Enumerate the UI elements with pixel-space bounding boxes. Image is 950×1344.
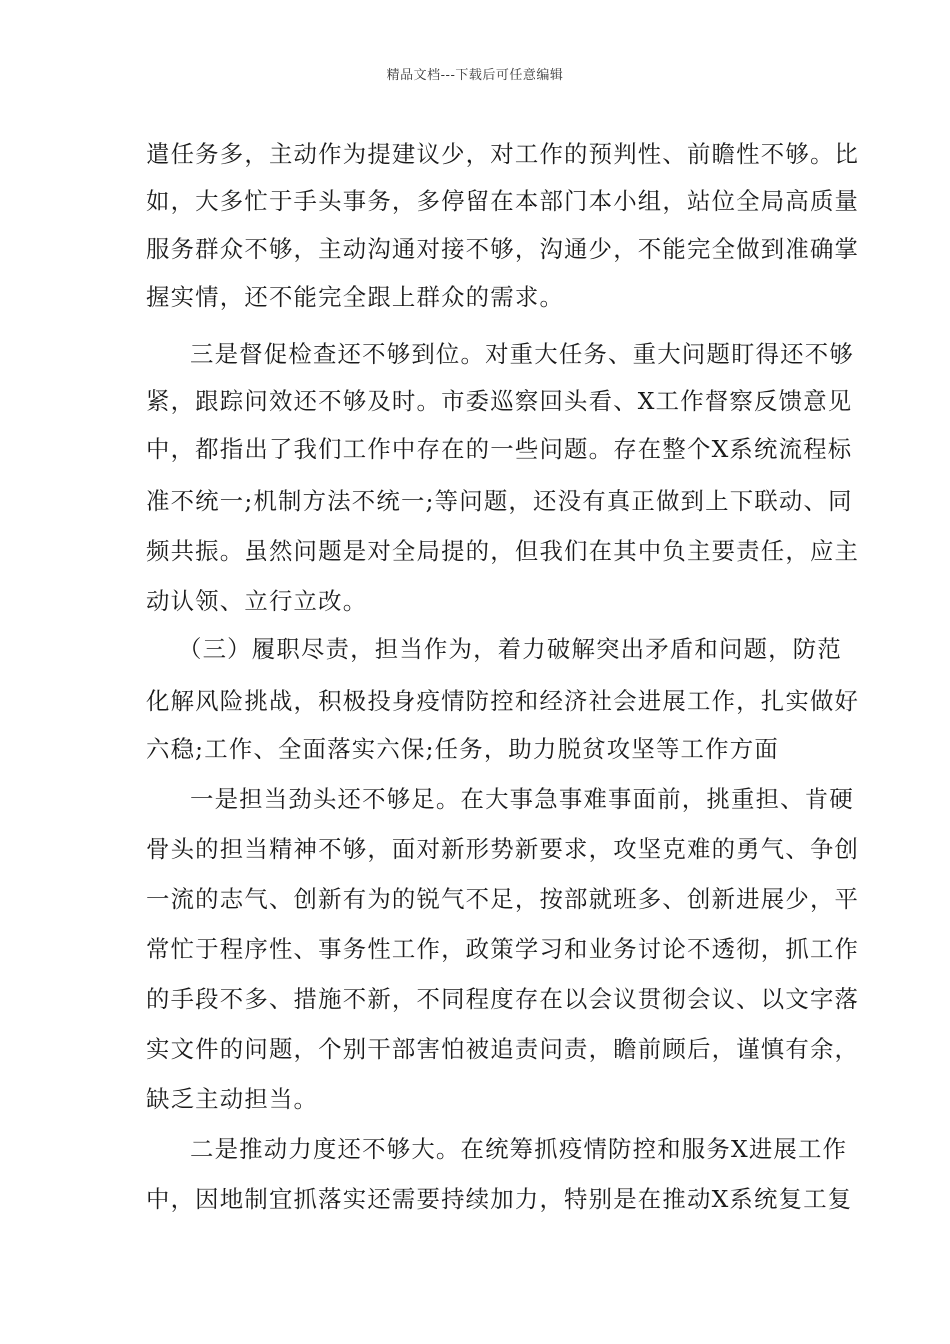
- text-line: 紧，跟踪问效还不够及时。市委巡察回头看、X工作督察反馈意见: [146, 387, 853, 415]
- text-line: 服务群众不够，主动沟通对接不够，沟通少，不能完全做到准确掌: [146, 235, 860, 263]
- text-line: 二是推动力度还不够大。在统筹抓疫情防控和服务X进展工作: [190, 1135, 848, 1163]
- text-line: 一是担当劲头还不够足。在大事急事难事面前，挑重担、肯硬: [190, 785, 854, 813]
- text-line: 遣任务多，主动作为提建议少，对工作的预判性、前瞻性不够。比: [146, 140, 860, 168]
- text-line: 缺乏主动担当。: [146, 1085, 319, 1113]
- page-header: 精品文档---下载后可任意编辑: [386, 68, 564, 83]
- text-line: 动认领、立行立改。: [146, 587, 368, 615]
- text-line: 如，大多忙于手头事务，多停留在本部门本小组，站位全局高质量: [146, 187, 860, 215]
- section-heading-line: （三）履职尽责，担当作为，着力破解突出矛盾和问题，防范: [178, 635, 842, 663]
- text-line: 准不统一;机制方法不统一;等问题，还没有真正做到上下联动、同: [146, 487, 853, 515]
- text-line: 六稳;工作、全面落实六保;任务，助力脱贫攻坚等工作方面: [146, 735, 779, 763]
- text-line: 的手段不多、措施不新，不同程度存在以会议贯彻会议、以文字落: [146, 985, 860, 1013]
- text-line: 握实情，还不能完全跟上群众的需求。: [146, 283, 565, 311]
- text-line: 骨头的担当精神不够，面对新形势新要求，攻坚克难的勇气、争创: [146, 835, 860, 863]
- text-line: 中，都指出了我们工作中存在的一些问题。存在整个X系统流程标: [146, 435, 853, 463]
- text-line: 化解风险挑战，积极投身疫情防控和经济社会进展工作，扎实做好: [146, 687, 860, 715]
- text-line: 常忙于程序性、事务性工作，政策学习和业务讨论不透彻，抓工作: [146, 935, 860, 963]
- text-line: 中，因地制宜抓落实还需要持续加力，特别是在推动X系统复工复: [146, 1185, 853, 1213]
- text-line: 一流的志气、创新有为的锐气不足，按部就班多、创新进展少，平: [146, 885, 860, 913]
- text-line: 频共振。虽然问题是对全局提的，但我们在其中负主要责任，应主: [146, 537, 860, 565]
- text-line: 实文件的问题，个别干部害怕被追责问责，瞻前顾后，谨慎有余，: [146, 1035, 860, 1063]
- text-line: 三是督促检查还不够到位。对重大任务、重大问题盯得还不够: [190, 340, 854, 368]
